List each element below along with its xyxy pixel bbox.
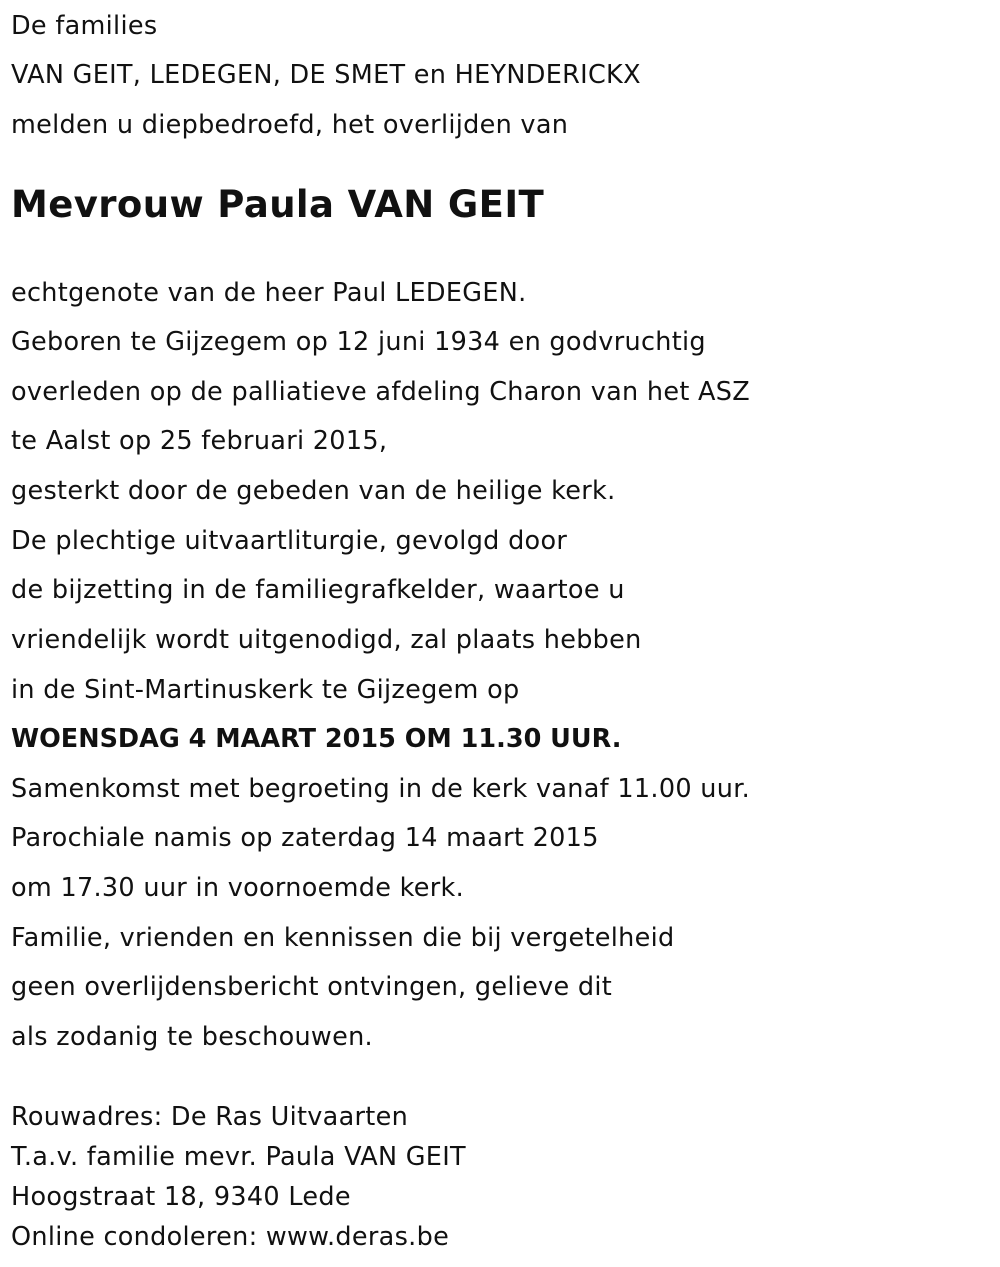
address-line: T.a.v. familie mevr. Paula VAN GEIT [11, 1142, 466, 1172]
intro-families: VAN GEIT, LEDEGEN, DE SMET en HEYNDERICKX [11, 60, 641, 90]
address-line: Hoogstraat 18, 9340 Lede [11, 1182, 351, 1212]
deceased-name: Mevrouw Paula VAN GEIT [11, 183, 545, 226]
body-line: de bijzetting in de familiegrafkelder, waartoe u [11, 575, 625, 605]
body-line: overleden op de palliatieve afdeling Charon van het ASZ [11, 377, 751, 407]
body-line: om 17.30 uur in voornoemde kerk. [11, 873, 465, 903]
body-line: De plechtige uitvaartliturgie, gevolgd door [11, 526, 568, 556]
funeral-date: WOENSDAG 4 MAART 2015 OM 11.30 UUR. [11, 724, 622, 754]
body-line: als zodanig te beschouwen. [11, 1022, 373, 1052]
body-line: Parochiale namis op zaterdag 14 maart 2015 [11, 823, 599, 853]
body-line: geen overlijdensbericht ontvingen, gelieve dit [11, 972, 613, 1002]
intro-line-1: De families [11, 11, 158, 41]
body-line: vriendelijk wordt uitgenodigd, zal plaats hebben [11, 625, 642, 655]
body-line: echtgenote van de heer Paul LEDEGEN. [11, 278, 527, 308]
body-line: Geboren te Gijzegem op 12 juni 1934 en godvruchtig [11, 327, 706, 357]
body-line: Familie, vrienden en kennissen die bij vergetelheid [11, 923, 675, 953]
body-line: gesterkt door de gebeden van de heilige kerk. [11, 476, 616, 506]
body-line: te Aalst op 25 februari 2015, [11, 426, 388, 456]
intro-line-3: melden u diepbedroefd, het overlijden van [11, 110, 569, 140]
body-line: in de Sint-Martinuskerk te Gijzegem op [11, 675, 520, 705]
condolence-link[interactable]: Online condoleren: www.deras.be [11, 1222, 450, 1252]
body-line: Samenkomst met begroeting in de kerk vanaf 11.00 uur. [11, 774, 751, 804]
address-line: Rouwadres: De Ras Uitvaarten [11, 1102, 409, 1132]
